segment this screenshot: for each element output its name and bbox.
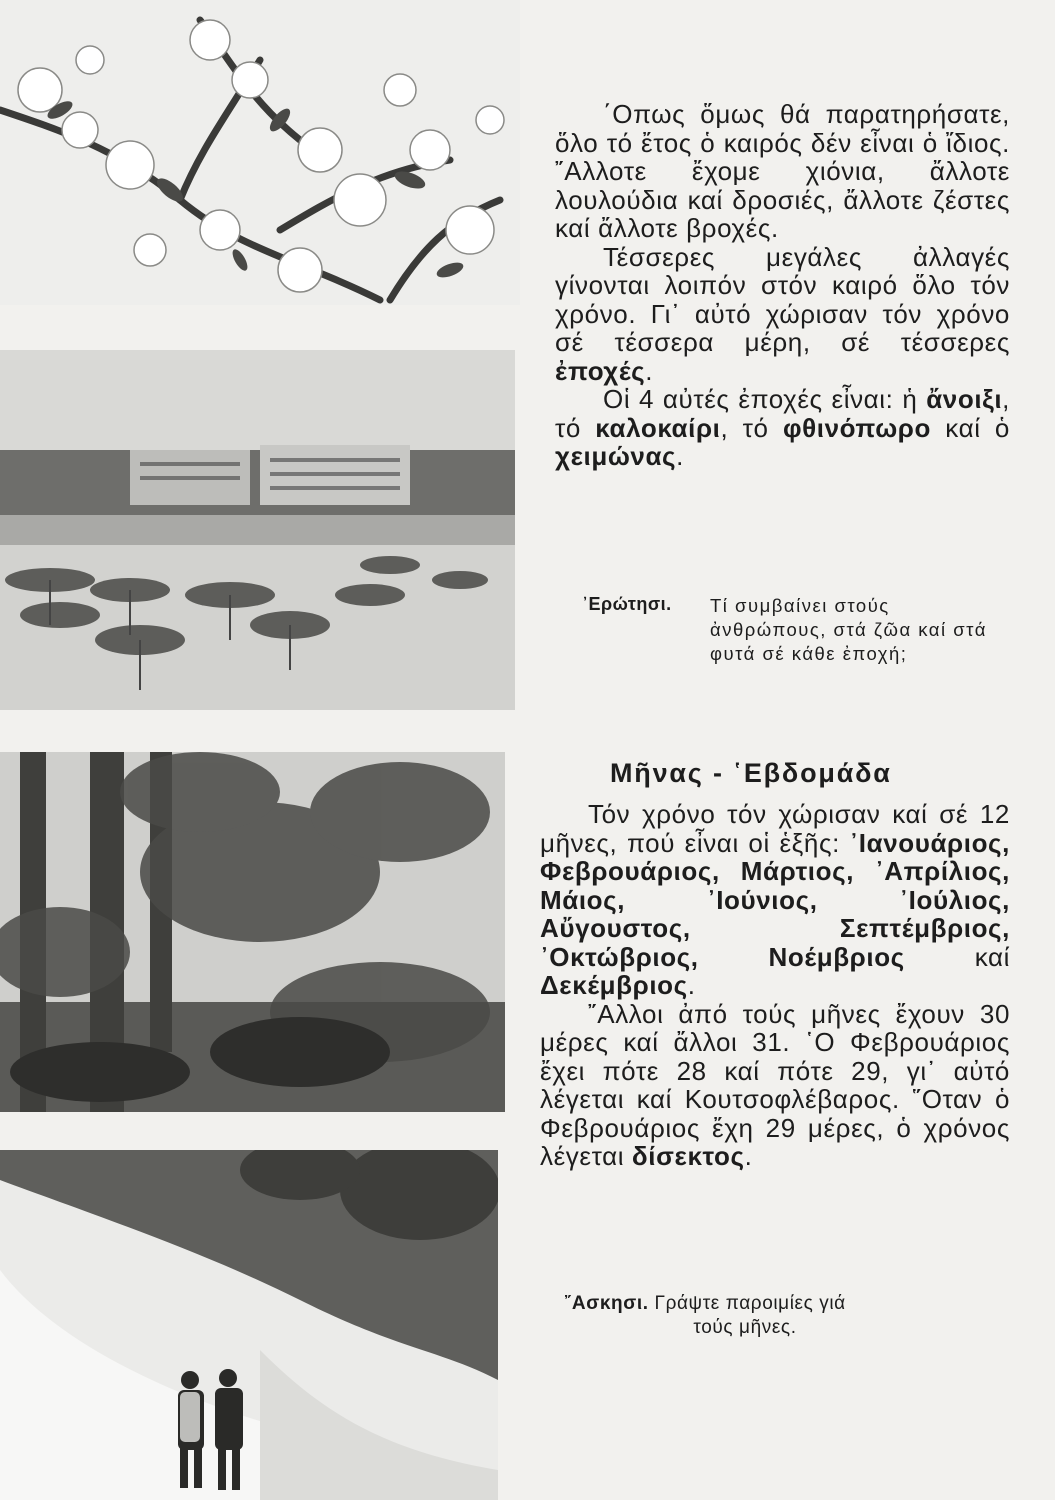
autumn-trees-photo — [0, 752, 505, 1112]
intro-paragraph-2: Τέσσερες μεγάλες ἀλλαγές γίνονται λοιπόν στόν καιρό ὅλο τόν χρόνο. Γι᾿ αὐτό χώρισαν τόν χρόνο σέ τέσσερα μέρη, σέ τέσσερες ἐποχές. — [555, 241, 1010, 386]
season-winter: χειμώνας — [555, 441, 677, 471]
term-seasons: ἐποχές — [555, 355, 646, 386]
season-separator-2: , τό — [720, 412, 769, 443]
month-december: Δεκέμβριος — [540, 970, 688, 1000]
months-list: ᾿Ιανουάριος, Φεβρουάριος, Μάρτιος, ᾿Απρίλιος, Μάιος, ᾿Ιούνιος, ᾿Ιούλιος, Αὔγουστος, Σεπτέμβριος, ᾿Οκτώβριος, Νοέμβριος — [540, 827, 1010, 972]
spring-blossoms-photo — [0, 0, 520, 305]
season-separator-1: , τό — [555, 384, 1010, 443]
months-paragraph-2: ῎Αλλοι ἀπό τούς μῆνες ἔχουν 30 μέρες καί ἄλλοι 31. ῾Ο Φεβρουάριος ἔχει πότε 28 καί πότε 29, γι᾿ αὐτό λέγεται καί Κουτσοφλέβαρος. ῞Οταν ὁ Φεβρουάριος ἔχη 29 μέρες, ὁ χρόνος λέγεται δίσεκτος. — [540, 998, 1010, 1171]
term-leap-year: δίσεκτος — [631, 1141, 745, 1171]
exercise-text-line-1: Γράψτε παροιμίες γιά — [654, 1293, 846, 1314]
months-section — [540, 800, 1010, 1171]
exercise-box — [565, 1292, 965, 1340]
months-paragraph-2-text: ῎Αλλοι ἀπό τούς μῆνες ἔχουν 30 μέρες καί ἄλλοι 31. ῾Ο Φεβρουάριος ἔχει πότε 28 καί πότε 29, γι᾿ αὐτό λέγεται καί Κουτσοφλέβαρος. ῞Οταν ὁ Φεβρουάριος ἔχη 29 μέρες, ὁ χρόνος λέγεται — [540, 998, 1010, 1171]
question-text: Τί συμβαίνει στούς ἀνθρώπους, στά ζῶα καί στά φυτά σέ κάθε ἐποχή; — [710, 595, 987, 664]
winter-snow-photo — [0, 1150, 498, 1500]
months-intro: Τόν χρόνο τόν χώρισαν καί σέ 12 μῆνες, πού εἶναι οἱ ἑξῆς: — [540, 799, 1010, 858]
summer-beach-photo — [0, 350, 515, 710]
intro-paragraph-2-text: Τέσσερες μεγάλες ἀλλαγές γίνονται λοιπόν στόν καιρό ὅλο τόν χρόνο. Γι᾿ αὐτό χώρισαν τόν χρόνο σέ τέσσερα μέρη, σέ τέσσερες — [555, 241, 1010, 357]
season-spring: ἄνοιξι — [926, 384, 1003, 414]
section-heading: Μῆνας - ῾Εβδομάδα — [610, 758, 892, 788]
intro-paragraph-3: Οἱ 4 αὐτές ἐποχές εἶναι: ἡ ἄνοιξι, τό καλοκαίρι, τό φθινόπωρο καί ὁ χειμώνας. — [555, 384, 1010, 471]
months-and: καί — [974, 941, 1010, 972]
season-autumn: φθινόπωρο — [782, 412, 931, 443]
seasons-intro: Οἱ 4 αὐτές ἐποχές εἶναι: ἡ — [603, 384, 918, 414]
exercise-text-line-2: τούς μῆνες. — [693, 1317, 797, 1338]
intro-paragraph-1: ΄Οπως ὅμως θά παρατηρήσατε, ὅλο τό ἔτος ὁ καιρός δέν εἶναι ὁ ἴδιος. ῎Αλλοτε ἔχομε χιόνια, ἄλλοτε λουλούδια καί δροσιές, ἄλλοτε ζέστες καί ἄλλοτε βροχές. — [555, 99, 1010, 243]
intro-section — [555, 100, 1010, 471]
months-paragraph-1: Τόν χρόνο τόν χώρισαν καί σέ 12 μῆνες, πού εἶναι οἱ ἑξῆς: ᾿Ιανουάριος, Φεβρουάριος, Μάρτιος, ᾿Απρίλιος, Μάιος, ᾿Ιούνιος, ᾿Ιούλιος, Αὔγουστος, Σεπτέμβριος, ᾿Οκτώβριος, Νοέμβριος καί Δεκέμβριος. — [540, 799, 1010, 1000]
season-summer: καλοκαίρι — [595, 412, 721, 443]
exercise-label: ῎Ασκησι. — [565, 1293, 649, 1314]
question-label: ᾿Ερώτησι. — [582, 594, 672, 614]
season-separator-3: καί ὁ — [945, 412, 1010, 443]
